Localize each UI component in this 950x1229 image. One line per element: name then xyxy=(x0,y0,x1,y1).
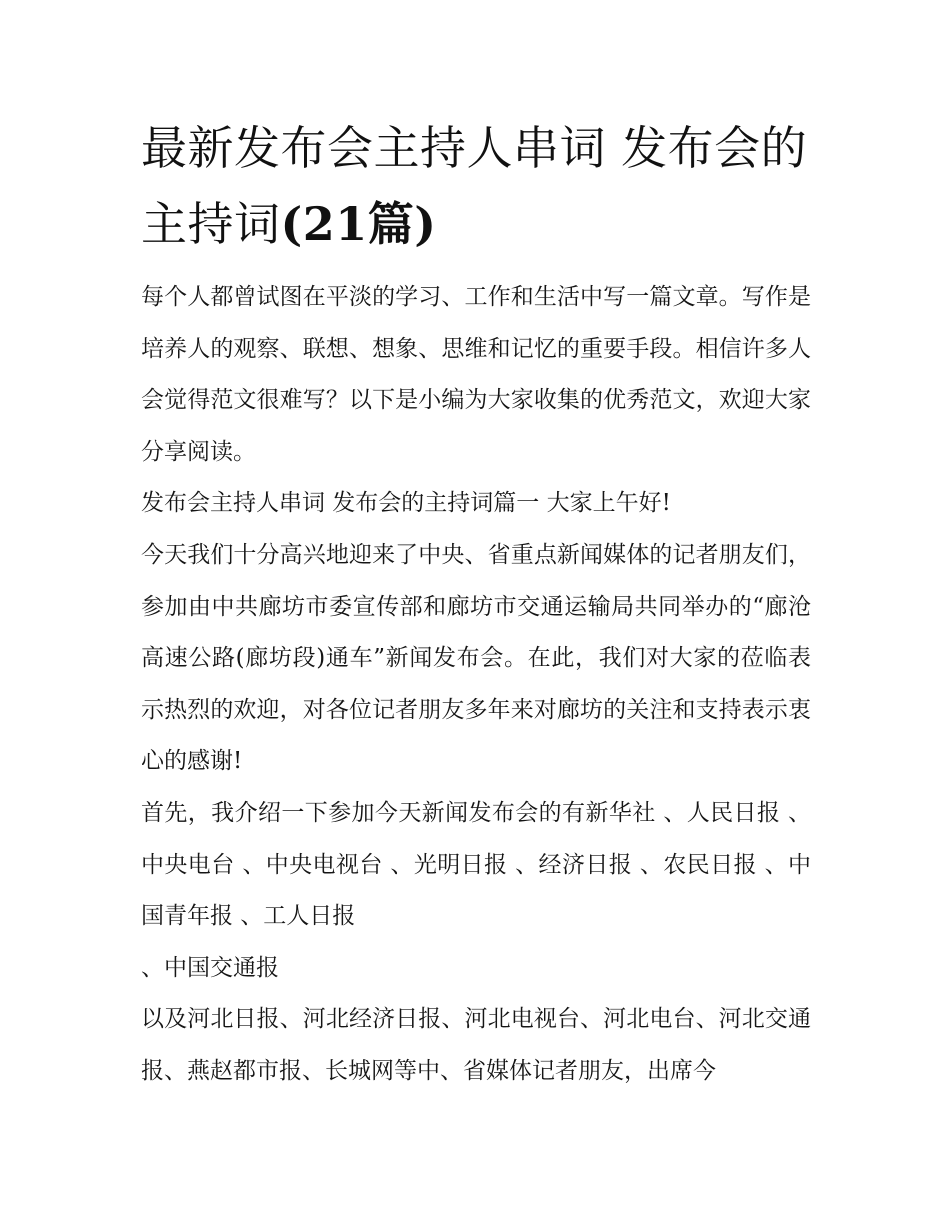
document-body xyxy=(141,272,811,1098)
paragraph-greeting: 发布会主持人串词 发布会的主持词篇一 大家上午好! xyxy=(141,490,671,517)
paragraph-media-list: 首先，我介绍一下参加今天新闻发布会的有新华社 、人民日报 、中央电台 、中央电视台 、光明日报 、经济日报 、农民日报 、中国青年报 、工人日报 xyxy=(141,799,811,930)
paragraph-provincial-media: 以及河北日报、河北经济日报、河北电视台、河北电台、河北交通报、燕赵都市报、长城网等中、省媒体记者朋友，出席今 xyxy=(141,1006,811,1084)
paragraph-media-list-cont: 、中国交通报 xyxy=(141,954,279,981)
paragraph-intro: 每个人都曾试图在平淡的学习、工作和生活中写一篇文章。写作是培养人的观察、联想、想象、思维和记忆的重要手段。相信许多人会觉得范文很难写？以下是小编为大家收集的优秀范文，欢迎大家分享阅读。 xyxy=(141,284,811,465)
title-count: (21篇) xyxy=(280,197,437,251)
document-page xyxy=(141,110,811,1098)
paragraph-welcome: 今天我们十分高兴地迎来了中央、省重点新闻媒体的记者朋友们，参加由中共廊坊市委宣传部和廊坊市交通运输局共同举办的“廊沧高速公路(廊坊段)通车”新闻发布会。在此，我们对大家的莅临表示热烈的欢迎，对各位记者朋友多年来对廊坊的关注和支持表示衷心的感谢! xyxy=(141,541,811,775)
document-title: 最新发布会主持人串词 发布会的主持词(21篇) xyxy=(141,121,808,251)
